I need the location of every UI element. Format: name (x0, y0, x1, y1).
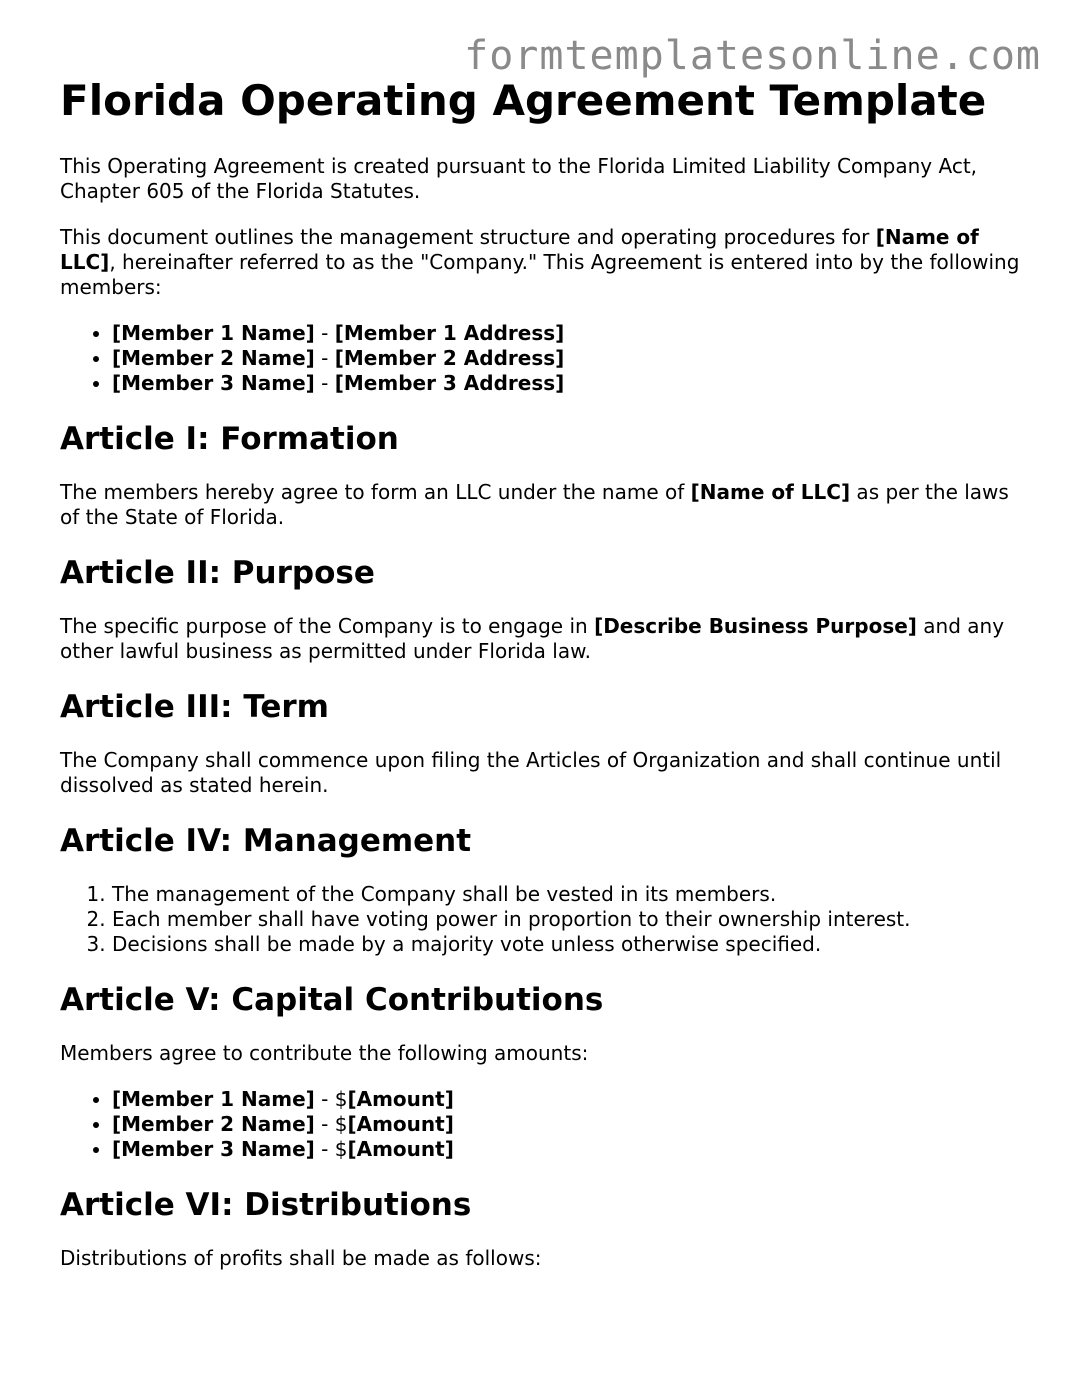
member-name: [Member 2 Name] (112, 1112, 315, 1136)
llc-name-placeholder: [Name of LLC] (60, 225, 979, 274)
list-item (112, 1112, 1020, 1137)
member-address: [Member 2 Address] (334, 346, 565, 370)
contributions-list (60, 1087, 1020, 1162)
article-term-text: The Company shall commence upon filing the Articles of Organization and shall continue until dissolved as stated herein. (60, 748, 1002, 797)
text: The specific purpose of the Company is to engage in (60, 614, 595, 638)
intro-paragraph-1: This Operating Agreement is created pursuant to the Florida Limited Liability Company Act, Chapter 605 of the Florida Statutes. (60, 154, 978, 203)
list-item: 1. The management of the Company shall be vested in its members. (112, 882, 1020, 907)
intro-paragraph-2 (60, 225, 1020, 300)
separator: - (314, 371, 335, 395)
text: and any other lawful business as permitted under Florida law. (60, 614, 1005, 663)
intro-p2-text-end: , hereinafter referred to as the "Company." This Agreement is entered into by the following members: (60, 250, 1020, 299)
separator: - $ (314, 1112, 348, 1136)
member-name: [Member 1 Name] (112, 321, 315, 345)
member-name: [Member 2 Name] (112, 346, 315, 370)
llc-name-placeholder: [Name of LLC] (690, 480, 851, 504)
amount-placeholder: [Amount] (347, 1112, 454, 1136)
amount-placeholder: [Amount] (347, 1137, 454, 1161)
article-purpose-text (60, 614, 1020, 664)
separator: - $ (314, 1087, 348, 1111)
watermark: formtemplatesonline.com (464, 33, 1041, 79)
separator: - $ (314, 1137, 348, 1161)
member-address: [Member 3 Address] (334, 371, 565, 395)
text: The members hereby agree to form an LLC under the name of (60, 480, 691, 504)
management-list (60, 882, 1020, 957)
members-list (60, 321, 1020, 396)
article-capital-heading: Article V: Capital Contributions (60, 982, 604, 1018)
member-name: [Member 3 Name] (112, 371, 315, 395)
article-distributions-heading: Article VI: Distributions (60, 1187, 472, 1223)
member-name: [Member 1 Name] (112, 1087, 315, 1111)
list-item: 3. Decisions shall be made by a majority vote unless otherwise specified. (112, 932, 1020, 957)
article-management-heading: Article IV: Management (60, 823, 472, 859)
article-formation-text (60, 480, 1020, 530)
list-item (112, 371, 1020, 396)
member-name: [Member 3 Name] (112, 1137, 315, 1161)
text: as per the laws of the State of Florida. (60, 480, 1009, 529)
separator: - (314, 346, 335, 370)
article-distributions-text: Distributions of profits shall be made as follows: (60, 1246, 542, 1270)
amount-placeholder: [Amount] (347, 1087, 454, 1111)
article-capital-text: Members agree to contribute the following amounts: (60, 1041, 589, 1065)
list-item (112, 321, 1020, 346)
article-term-heading: Article III: Term (60, 689, 329, 725)
list-item (112, 1087, 1020, 1112)
page-title: Florida Operating Agreement Template (60, 76, 987, 125)
member-address: [Member 1 Address] (334, 321, 565, 345)
article-formation-heading: Article I: Formation (60, 421, 399, 457)
article-purpose-heading: Article II: Purpose (60, 555, 375, 591)
intro-p2-text: This document outlines the management structure and operating procedures for (60, 225, 876, 249)
purpose-placeholder: [Describe Business Purpose] (594, 614, 917, 638)
list-item (112, 1137, 1020, 1162)
document (60, 74, 1020, 1292)
separator: - (314, 321, 335, 345)
list-item: 2. Each member shall have voting power in proportion to their ownership interest. (112, 907, 1020, 932)
list-item (112, 346, 1020, 371)
